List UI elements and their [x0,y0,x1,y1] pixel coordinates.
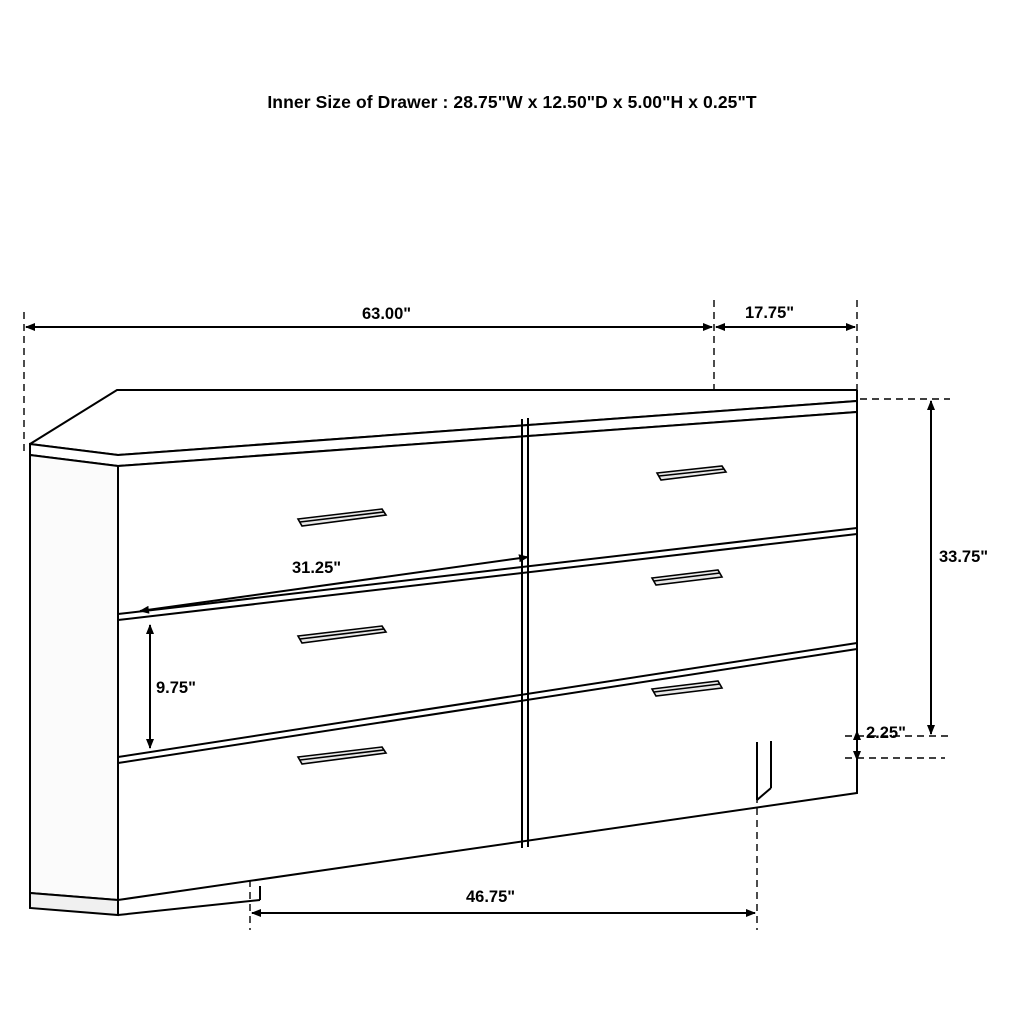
left-side-panel [30,455,118,900]
dim-label-drawer-height: 9.75" [156,679,196,697]
dim-label-base-width: 46.75" [466,888,516,906]
dim-label-drawer-width: 31.25" [292,559,342,577]
dim-label-width: 63.00" [362,305,412,323]
dim-label-clearance: 2.25" [866,724,906,742]
dim-label-depth: 17.75" [745,304,795,322]
front-face [118,412,857,900]
page-title: Inner Size of Drawer : 28.75"W x 12.50"D x 5.00"H x 0.25"T [267,92,757,112]
dim-label-height: 33.75" [939,548,989,566]
dresser-body [30,390,857,915]
plinth-front-edge [118,900,260,915]
